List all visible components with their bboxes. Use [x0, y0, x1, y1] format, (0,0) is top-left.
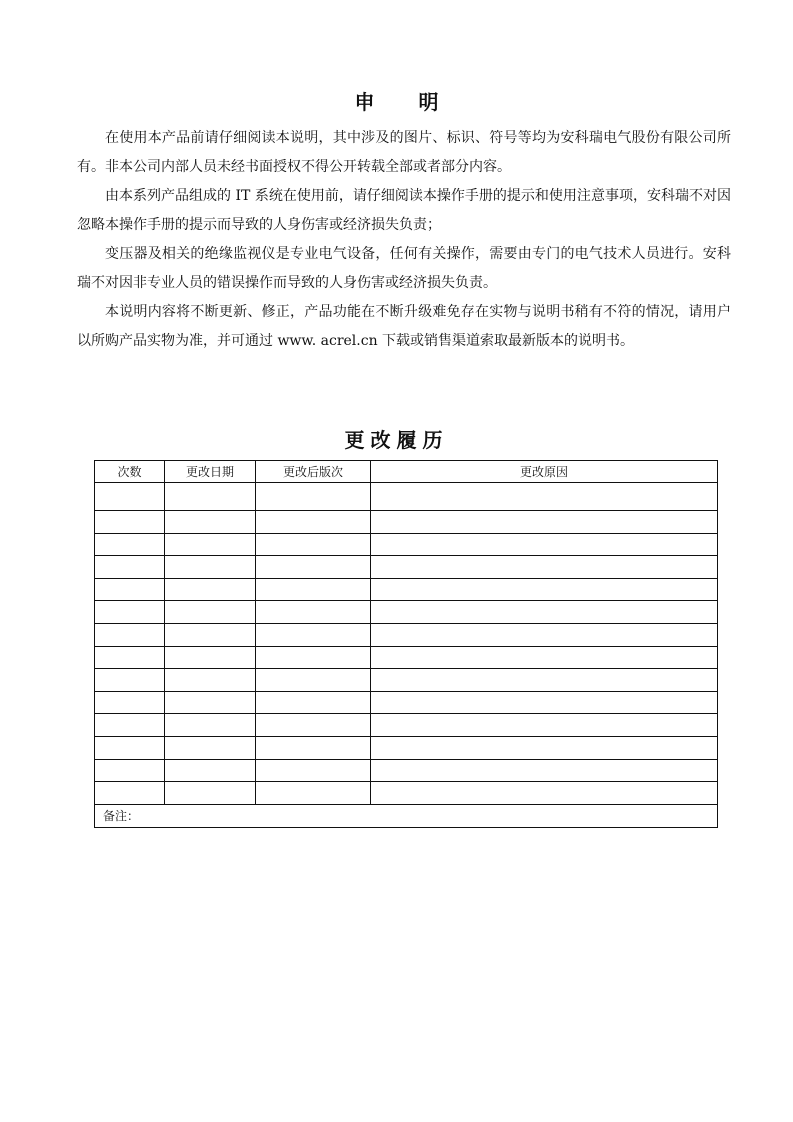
table-row — [95, 578, 718, 601]
paragraph-copyright: 在使用本产品前请仔细阅读本说明，其中涉及的图片、标识、符号等均为安科瑞电气股份有限公司所有。非本公司内部人员未经书面授权不得公开转载全部或者部分内容。 — [77, 130, 731, 175]
table-cell — [165, 691, 256, 714]
table-cell — [256, 556, 371, 579]
table-row — [95, 691, 718, 714]
table-row — [95, 782, 718, 805]
declaration-title-char-1: 申 — [354, 90, 375, 114]
table-cell — [95, 736, 165, 759]
table-cell — [371, 556, 718, 579]
table-cell — [165, 556, 256, 579]
table-row — [95, 646, 718, 669]
table-cell — [371, 736, 718, 759]
table-cell — [371, 601, 718, 624]
table-cell — [256, 691, 371, 714]
table-cell — [95, 782, 165, 805]
table-row — [95, 759, 718, 782]
table-cell — [95, 714, 165, 737]
table-cell — [165, 782, 256, 805]
table-cell — [95, 511, 165, 534]
table-cell — [165, 578, 256, 601]
table-cell — [256, 759, 371, 782]
table-row — [95, 556, 718, 579]
table-cell — [95, 759, 165, 782]
revision-history-table — [94, 460, 718, 828]
table-row — [95, 601, 718, 624]
table-cell — [165, 646, 256, 669]
table-row — [95, 623, 718, 646]
revision-history-title: 更改履历 — [344, 428, 449, 452]
table-cell — [256, 623, 371, 646]
table-cell — [371, 714, 718, 737]
paragraph-professional-operation: 变压器及相关的绝缘监视仪是专业电气设备，任何有关操作，需要由专门的电气技术人员进行。安科瑞不对因非专业人员的错误操作而导致的人身伤害或经济损失负责。 — [77, 246, 731, 291]
table-cell — [256, 483, 371, 511]
table-cell — [371, 483, 718, 511]
table-cell — [165, 759, 256, 782]
table-cell — [256, 736, 371, 759]
table-cell — [165, 533, 256, 556]
table-cell — [371, 623, 718, 646]
table-cell — [95, 556, 165, 579]
column-header-date: 更改日期 — [165, 461, 256, 483]
table-cell — [256, 533, 371, 556]
table-cell — [95, 601, 165, 624]
table-cell — [95, 691, 165, 714]
note-cell: 备注： — [95, 804, 718, 827]
table-cell — [371, 669, 718, 692]
table-row — [95, 533, 718, 556]
table-cell — [165, 623, 256, 646]
table-cell — [95, 646, 165, 669]
table-cell — [165, 511, 256, 534]
table-cell — [95, 669, 165, 692]
column-header-count: 次数 — [95, 461, 165, 483]
table-cell — [371, 759, 718, 782]
column-header-version: 更改后版次 — [256, 461, 371, 483]
table-cell — [256, 669, 371, 692]
table-cell — [256, 578, 371, 601]
table-cell — [256, 601, 371, 624]
table-cell — [165, 483, 256, 511]
note-row — [95, 804, 718, 827]
table-row — [95, 669, 718, 692]
table-cell — [371, 691, 718, 714]
table-cell — [95, 483, 165, 511]
declaration-body — [77, 124, 731, 356]
table-cell — [95, 578, 165, 601]
table-cell — [95, 533, 165, 556]
table-cell — [371, 511, 718, 534]
column-header-reason: 更改原因 — [371, 461, 718, 483]
declaration-title-char-2: 明 — [418, 90, 439, 114]
table-cell — [165, 669, 256, 692]
table-header-row — [95, 461, 718, 483]
paragraph-update-notice: 本说明内容将不断更新、修正，产品功能在不断升级难免存在实物与说明书稍有不符的情况，请用户以所购产品实物为准，并可通过 www. acrel.cn 下载或销售渠道索取最新版本的说明书。 — [77, 304, 731, 349]
table-cell — [165, 714, 256, 737]
table-cell — [165, 601, 256, 624]
table-cell — [256, 511, 371, 534]
table-row — [95, 714, 718, 737]
table-row — [95, 736, 718, 759]
table-cell — [165, 736, 256, 759]
table-cell — [371, 782, 718, 805]
table-cell — [95, 623, 165, 646]
paragraph-manual-notice: 由本系列产品组成的 IT 系统在使用前，请仔细阅读本操作手册的提示和使用注意事项，安科瑞不对因忽略本操作手册的提示而导致的人身伤害或经济损失负责； — [77, 188, 731, 233]
table-row — [95, 483, 718, 511]
table-cell — [371, 646, 718, 669]
declaration-title — [0, 86, 793, 115]
table-row — [95, 511, 718, 534]
table-cell — [371, 533, 718, 556]
table-cell — [256, 782, 371, 805]
table-cell — [256, 714, 371, 737]
table-cell — [371, 578, 718, 601]
table-cell — [256, 646, 371, 669]
